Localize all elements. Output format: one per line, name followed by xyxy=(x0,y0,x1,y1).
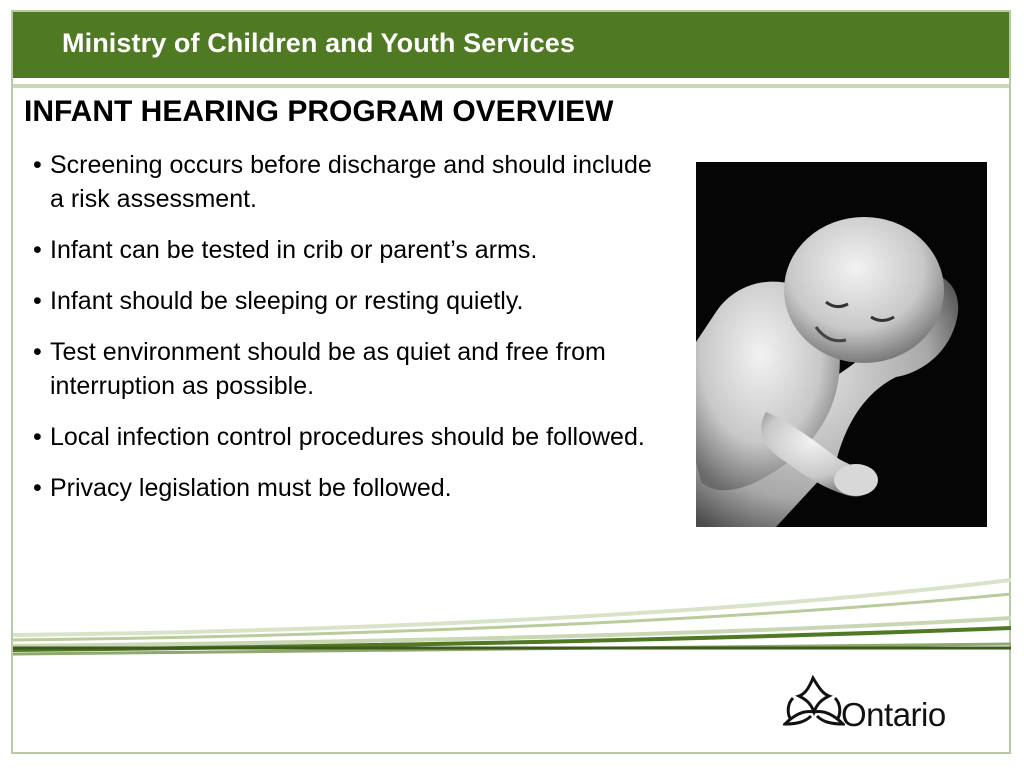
bullet-item xyxy=(33,335,663,403)
header-divider-accent xyxy=(13,84,1009,88)
bullet-marker: • xyxy=(33,474,42,502)
ontario-logo xyxy=(783,674,958,736)
bullet-text: Infant should be sleeping or resting quietly. xyxy=(50,287,524,315)
bullet-marker: • xyxy=(33,423,42,451)
bullet-text: Screening occurs before discharge and should include a risk assessment. xyxy=(50,151,652,213)
bullet-text: Infant can be tested in crib or parent’s arms. xyxy=(50,236,538,264)
bullet-marker: • xyxy=(33,287,42,315)
bullet-item xyxy=(33,233,663,267)
bullet-marker: • xyxy=(33,338,42,366)
baby-illustration xyxy=(696,162,987,527)
bullet-item xyxy=(33,420,663,454)
bullet-marker: • xyxy=(33,151,42,179)
bullet-item xyxy=(33,284,663,318)
bullet-text: Local infection control procedures should be followed. xyxy=(50,423,645,451)
bullet-item xyxy=(33,148,663,216)
trillium-icon xyxy=(783,674,845,732)
bullet-item xyxy=(33,471,663,505)
bullet-marker: • xyxy=(33,236,42,264)
ministry-title: Ministry of Children and Youth Services xyxy=(62,28,575,58)
decorative-swoosh xyxy=(0,560,1024,670)
header-divider xyxy=(13,78,1009,82)
sleeping-baby-photo xyxy=(696,162,987,527)
ontario-wordmark: Ontario xyxy=(841,696,946,733)
bullet-text: Privacy legislation must be followed. xyxy=(50,474,452,502)
bullet-list xyxy=(33,148,663,522)
slide-title: INFANT HEARING PROGRAM OVERVIEW xyxy=(24,95,614,128)
bullet-text: Test environment should be as quiet and free from interruption as possible. xyxy=(50,338,606,400)
